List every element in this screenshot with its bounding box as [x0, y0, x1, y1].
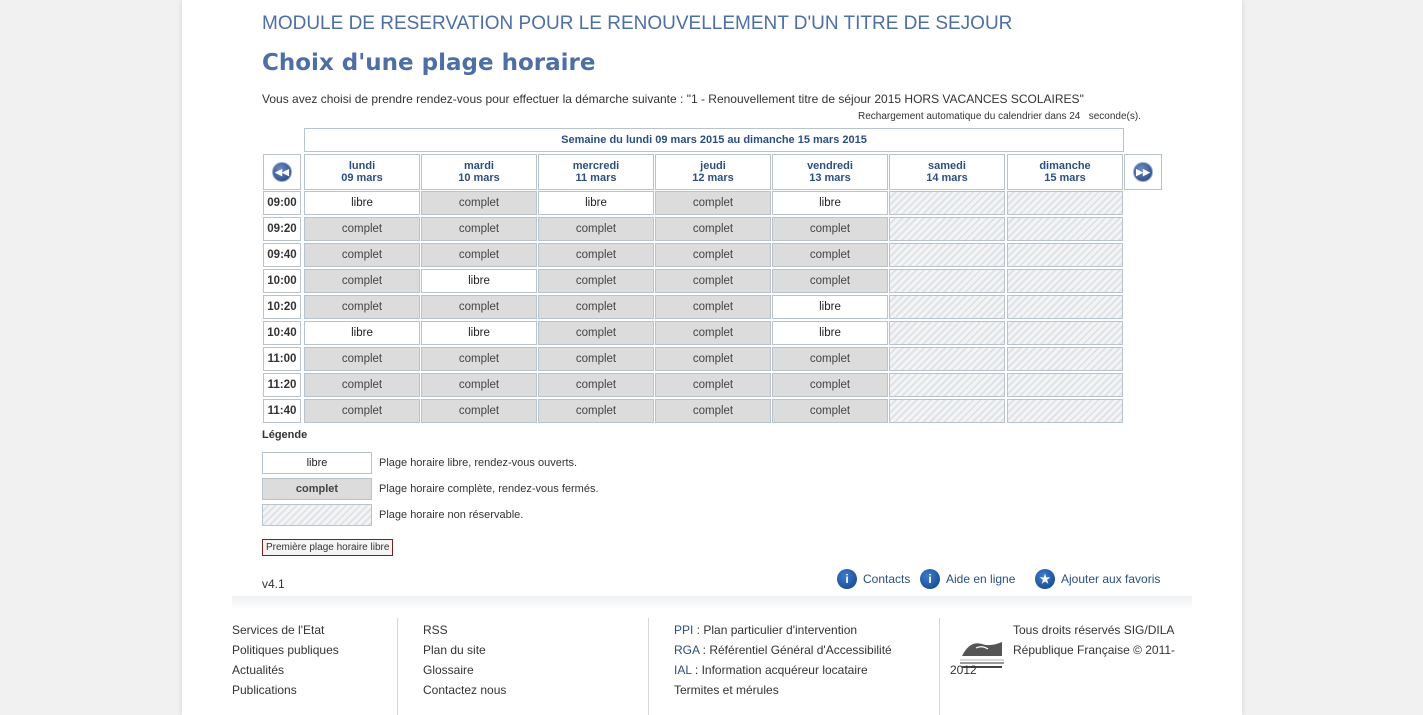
slot-unavailable: [1007, 191, 1123, 215]
day-date: 14 mars: [926, 172, 968, 184]
time-label: 09:40: [263, 243, 301, 267]
ppi-text: : Plan particulier d'intervention: [693, 623, 858, 637]
online-help-link-label: Aide en ligne: [946, 572, 1016, 586]
slot-full: complet: [772, 373, 888, 397]
slot-full: complet: [304, 269, 420, 293]
rights-line-1: Tous droits réservés SIG/DILA: [1013, 623, 1175, 637]
time-label: 09:20: [263, 217, 301, 241]
time-label: 11:40: [263, 399, 301, 423]
add-to-favorites-link-label: Ajouter aux favoris: [1061, 572, 1161, 586]
footer-column-3: [674, 620, 892, 700]
contacts-link[interactable]: [837, 569, 910, 589]
slot-unavailable: [1007, 347, 1123, 371]
slot-free[interactable]: libre: [421, 269, 537, 293]
slot-full: complet: [304, 373, 420, 397]
slot-full: complet: [655, 347, 771, 371]
slot-full: complet: [421, 373, 537, 397]
time-label: 10:40: [263, 321, 301, 345]
time-label: 11:20: [263, 373, 301, 397]
slot-full: complet: [772, 399, 888, 423]
day-date: 10 mars: [458, 172, 500, 184]
footer-link-actualites[interactable]: Actualités: [232, 663, 285, 677]
slot-unavailable: [1007, 373, 1123, 397]
slot-free[interactable]: libre: [772, 321, 888, 345]
time-label: 09:00: [263, 191, 301, 215]
day-name: vendredi: [807, 160, 853, 172]
footer-link-termites[interactable]: [674, 680, 892, 700]
legend-libre-swatch: libre: [262, 452, 372, 474]
slot-full: complet: [772, 217, 888, 241]
slot-free[interactable]: libre: [538, 191, 654, 215]
day-date: 13 mars: [809, 172, 851, 184]
slot-full: complet: [304, 347, 420, 371]
day-name: samedi: [928, 160, 966, 172]
legend-non-reservable-swatch: [262, 504, 372, 526]
slot-full: complet: [538, 217, 654, 241]
slot-full: complet: [304, 399, 420, 423]
slot-unavailable: [889, 191, 1005, 215]
page-title: Choix d'une plage horaire: [262, 50, 596, 76]
slot-unavailable: [1007, 399, 1123, 423]
reload-prefix: Rechargement automatique du calendrier dans: [858, 111, 1067, 122]
legend-non-reservable-description: Plage horaire non réservable.: [379, 509, 524, 521]
footer-link-plan-du-site[interactable]: Plan du site: [423, 643, 486, 657]
slot-full: complet: [421, 217, 537, 241]
day-name: lundi: [348, 160, 376, 172]
slot-unavailable: [889, 243, 1005, 267]
rga-acronym: RGA: [674, 643, 700, 657]
footer-divider: [232, 596, 1192, 610]
termites-text: Termites et mérules: [674, 683, 779, 697]
day-header-jeudi: [655, 154, 771, 190]
auto-reload-notice: [858, 111, 1141, 122]
legend-title: Légende: [262, 429, 308, 441]
next-week-arrow-icon: ▶▶: [1133, 162, 1153, 182]
previous-week-arrow-icon: ◀◀: [272, 162, 292, 182]
slot-full: complet: [538, 321, 654, 345]
slot-unavailable: [889, 347, 1005, 371]
footer-link-rss[interactable]: RSS: [423, 623, 448, 637]
footer-link-services[interactable]: Services de l'Etat: [232, 623, 325, 637]
footer-link-politiques[interactable]: Politiques publiques: [232, 643, 339, 657]
footer-column-2: [423, 620, 506, 700]
day-header-mardi: [421, 154, 537, 190]
slot-full: complet: [655, 399, 771, 423]
next-week-button[interactable]: [1124, 154, 1162, 190]
footer-link-glossaire[interactable]: Glossaire: [423, 663, 474, 677]
slot-full: complet: [304, 295, 420, 319]
day-header-lundi: [304, 154, 420, 190]
day-name: mercredi: [572, 160, 620, 172]
slot-full: complet: [421, 243, 537, 267]
slot-full: complet: [304, 217, 420, 241]
time-label: 10:20: [263, 295, 301, 319]
reload-seconds: 24: [1069, 111, 1081, 122]
slot-full: complet: [538, 373, 654, 397]
day-header-samedi: [889, 154, 1005, 190]
slot-full: complet: [655, 295, 771, 319]
slot-full: complet: [538, 347, 654, 371]
slot-unavailable: [1007, 269, 1123, 293]
footer-separator: [648, 618, 649, 715]
slot-free[interactable]: libre: [772, 191, 888, 215]
day-date: 12 mars: [692, 172, 734, 184]
slot-full: complet: [655, 321, 771, 345]
day-date: 11 mars: [575, 172, 617, 184]
add-to-favorites-link[interactable]: [1035, 569, 1160, 589]
ial-acronym: IAL: [674, 663, 692, 677]
slot-unavailable: [889, 269, 1005, 293]
slot-full: complet: [538, 295, 654, 319]
slot-free[interactable]: libre: [304, 191, 420, 215]
day-header-vendredi: [772, 154, 888, 190]
slot-unavailable: [889, 217, 1005, 241]
slot-full: complet: [655, 191, 771, 215]
slot-free[interactable]: libre: [304, 321, 420, 345]
slot-free[interactable]: libre: [772, 295, 888, 319]
slot-unavailable: [1007, 321, 1123, 345]
footer-separator: [397, 618, 398, 715]
slot-full: complet: [538, 269, 654, 293]
slot-unavailable: [889, 321, 1005, 345]
first-free-slot-button[interactable]: Première plage horaire libre: [262, 539, 393, 556]
slot-full: complet: [304, 243, 420, 267]
module-title: MODULE DE RESERVATION POUR LE RENOUVELLEMENT D'UN TITRE DE SEJOUR: [262, 13, 1013, 34]
online-help-link[interactable]: [920, 569, 1015, 589]
footer-link-ppi[interactable]: [674, 620, 892, 640]
footer-link-contactez-nous[interactable]: Contactez nous: [423, 683, 507, 697]
star-icon: ★: [1035, 569, 1055, 589]
day-name: jeudi: [700, 160, 726, 172]
day-name: mardi: [464, 160, 494, 172]
time-label: 11:00: [263, 347, 301, 371]
footer-column-1: [232, 620, 339, 700]
week-label: Semaine du lundi 09 mars 2015 au dimanche 15 mars 2015: [304, 128, 1124, 152]
slot-full: complet: [772, 269, 888, 293]
footer-separator: [939, 618, 940, 715]
previous-week-button[interactable]: [263, 154, 301, 190]
slot-full: complet: [421, 347, 537, 371]
slot-full: complet: [655, 217, 771, 241]
footer-rights-year: 2012: [950, 663, 977, 677]
slot-unavailable: [1007, 243, 1123, 267]
day-date: 15 mars: [1044, 172, 1086, 184]
time-label: 10:00: [263, 269, 301, 293]
footer-link-rga[interactable]: [674, 640, 892, 660]
slot-full: complet: [655, 243, 771, 267]
intro-text: Vous avez choisi de prendre rendez-vous pour effectuer la démarche suivante : "1 - Renouvellement titre de séjour 2015 HORS VACANCES SCOLAIRES": [262, 92, 1084, 106]
day-header-dimanche: [1007, 154, 1123, 190]
slot-unavailable: [889, 295, 1005, 319]
slot-full: complet: [538, 243, 654, 267]
day-header-mercredi: [538, 154, 654, 190]
day-name: dimanche: [1039, 160, 1091, 172]
slot-free[interactable]: libre: [421, 321, 537, 345]
slot-unavailable: [1007, 295, 1123, 319]
slot-unavailable: [1007, 217, 1123, 241]
ial-text: : Information acquéreur locataire: [691, 663, 868, 677]
reload-suffix: seconde(s).: [1088, 111, 1141, 122]
legend-libre-description: Plage horaire libre, rendez-vous ouverts.: [379, 457, 578, 469]
rights-line-2: République Française © 2011-: [1013, 643, 1176, 657]
legend-complet-description: Plage horaire complète, rendez-vous fermés.: [379, 483, 599, 495]
footer-link-publications[interactable]: Publications: [232, 683, 297, 697]
slot-unavailable: [889, 399, 1005, 423]
slot-full: complet: [655, 373, 771, 397]
slot-full: complet: [772, 243, 888, 267]
slot-full: complet: [538, 399, 654, 423]
footer-link-ial[interactable]: [674, 660, 892, 680]
slot-full: complet: [655, 269, 771, 293]
contacts-link-label: Contacts: [863, 572, 911, 586]
slot-unavailable: [889, 373, 1005, 397]
legend-complet-swatch: complet: [262, 478, 372, 500]
info-icon: i: [837, 569, 857, 589]
footer-rights: [1013, 620, 1175, 660]
page-container: [182, 0, 1242, 715]
slot-full: complet: [421, 295, 537, 319]
slot-full: complet: [772, 347, 888, 371]
slot-full: complet: [421, 191, 537, 215]
day-date: 09 mars: [341, 172, 383, 184]
version-label: v4.1: [262, 577, 285, 591]
info-icon: i: [920, 569, 940, 589]
ppi-acronym: PPI: [674, 623, 694, 637]
rga-text: : Référentiel Général d'Accessibilité: [699, 643, 892, 657]
slot-full: complet: [421, 399, 537, 423]
